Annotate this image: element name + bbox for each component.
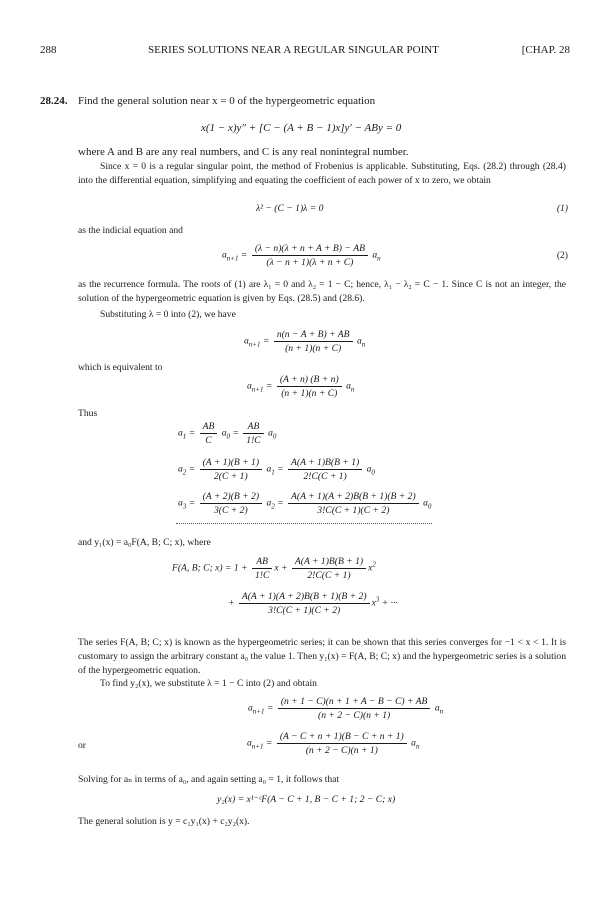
chapter-label: [CHAP. 28: [521, 44, 570, 56]
paragraph-roots: as the recurrence formula. The roots of (1) are λ₁ = 0 and λ₂ = 1 − C; hence, λ₁ − λ₂ = C − 1. Since C is not an integer, the solution of the hypergeometric equation is given by Eqs. (28.5) and (28.6).: [78, 279, 566, 304]
coefficient-a1: $a_1$ = $\frac{AB}{C}$ $a_0$ = $\frac{AB}{1!C}$ $a_0$: [178, 421, 277, 446]
paragraph-y1: and y₁(x) = a₀F(A, B; C; x), where: [78, 537, 211, 548]
general-solution: The general solution is y = c₁y₁(x) + c₂y₂(x).: [78, 816, 250, 827]
continuation-dots: [176, 523, 432, 524]
hypergeometric-series: F(A, B; C; x) = 1 + $\frac{AB}{1!C}$ x + $\frac{A(A + 1)B(B + 1)}{2!C(C + 1)}$ $x^2$: [172, 556, 376, 581]
paragraph-thus: Thus: [78, 408, 98, 419]
running-title: SERIES SOLUTIONS NEAR A REGULAR SINGULAR POINT: [148, 44, 439, 56]
paragraph-solving: Solving for aₙ in terms of a₀, and again setting a₀ = 1, it follows that: [78, 774, 340, 785]
paragraph-equivalent: which is equivalent to: [78, 362, 163, 373]
recurrence-formula: $a_{n+1}$ = $\frac{(\lambda - n)(\lambda + n + A + B) - AB}{(\lambda - n + 1)(\lambda + n + C)}$ $a_n$: [222, 243, 381, 268]
coefficient-a2: $a_2$ = $\frac{(A + 1)(B + 1)}{2(C + 1)}$ $a_1$ = $\frac{A(A + 1)B(B + 1)}{2!C(C + 1)}$ $a_0$: [178, 457, 375, 482]
coefficient-a3: $a_3$ = $\frac{(A + 2)(B + 2)}{3(C + 2)}$ $a_2$ = $\frac{A(A + 1)(A + 2)B(B + 1)(B + 2)}{3!C(C + 1)(C + 2)}$ $a_0$: [178, 491, 432, 516]
equation-number-2: (2): [556, 250, 568, 261]
hypergeometric-series-cont: + $\frac{A(A + 1)(A + 2)B(B + 1)(B + 2)}{3!C(C + 1)(C + 2)}$ $x^3$ + ···: [228, 591, 398, 616]
problem-number: 28.24.: [40, 95, 68, 107]
paragraph-frobenius: Since x = 0 is a regular singular point, the method of Frobenius is applicable. Substituting, Eqs. (28.2) through (28.4) into the differential equation, simplifying and equating the coefficient of each power of x to zero, we obtain: [78, 161, 566, 186]
paragraph-indicial-label: as the indicial equation and: [78, 225, 183, 236]
indicial-equation: λ² − (C − 1)λ = 0: [256, 203, 324, 214]
page-number: 288: [40, 44, 57, 56]
second-root-recurrence: $a_{n+1}$ = $\frac{(n + 1 - C)(n + 1 + A - B - C) + AB}{(n + 2 - C)(n + 1)}$ $a_n$: [248, 696, 444, 721]
problem-conditions: where A and B are any real numbers, and C is any real nonintegral number.: [78, 146, 409, 158]
or-label: or: [78, 740, 86, 751]
paragraph-find-y2: To find y₂(x), we substitute λ = 1 − C into (2) and obtain: [100, 678, 317, 689]
substituted-recurrence: $a_{n+1}$ = $\frac{n(n - A + B) + AB}{(n + 1)(n + C)}$ $a_n$: [244, 329, 366, 354]
second-root-recurrence-simplified: $a_{n+1}$ = $\frac{(A - C + n + 1)(B - C + n + 1)}{(n + 2 - C)(n + 1)}$ $a_n$: [247, 731, 420, 756]
problem-statement: Find the general solution near x = 0 of the hypergeometric equation: [78, 95, 376, 107]
equation-number-1: (1): [556, 203, 568, 214]
equivalent-recurrence: $a_{n+1}$ = $\frac{(A + n) (B + n)}{(n + 1)(n + C)}$ $a_n$: [247, 374, 355, 399]
paragraph-substitute: Substituting λ = 0 into (2), we have: [100, 309, 236, 320]
y2-solution: y₂(x) = x¹⁻ᶜF(A − C + 1, B − C + 1; 2 − C; x): [217, 794, 396, 805]
paragraph-series-convergence: The series F(A, B; C; x) is known as the hypergeometric series; it can be shown that this series converges for −1 < x < 1. It is customary to assign the arbitrary constant a₀ the value 1. Then y₁(x) = F(A, B; C; x) and the hypergeometric series is a solution of the hypergeometric equation.: [78, 637, 566, 676]
hypergeometric-equation: x(1 − x)y″ + [C − (A + B − 1)x]y′ − ABy = 0: [201, 122, 402, 134]
